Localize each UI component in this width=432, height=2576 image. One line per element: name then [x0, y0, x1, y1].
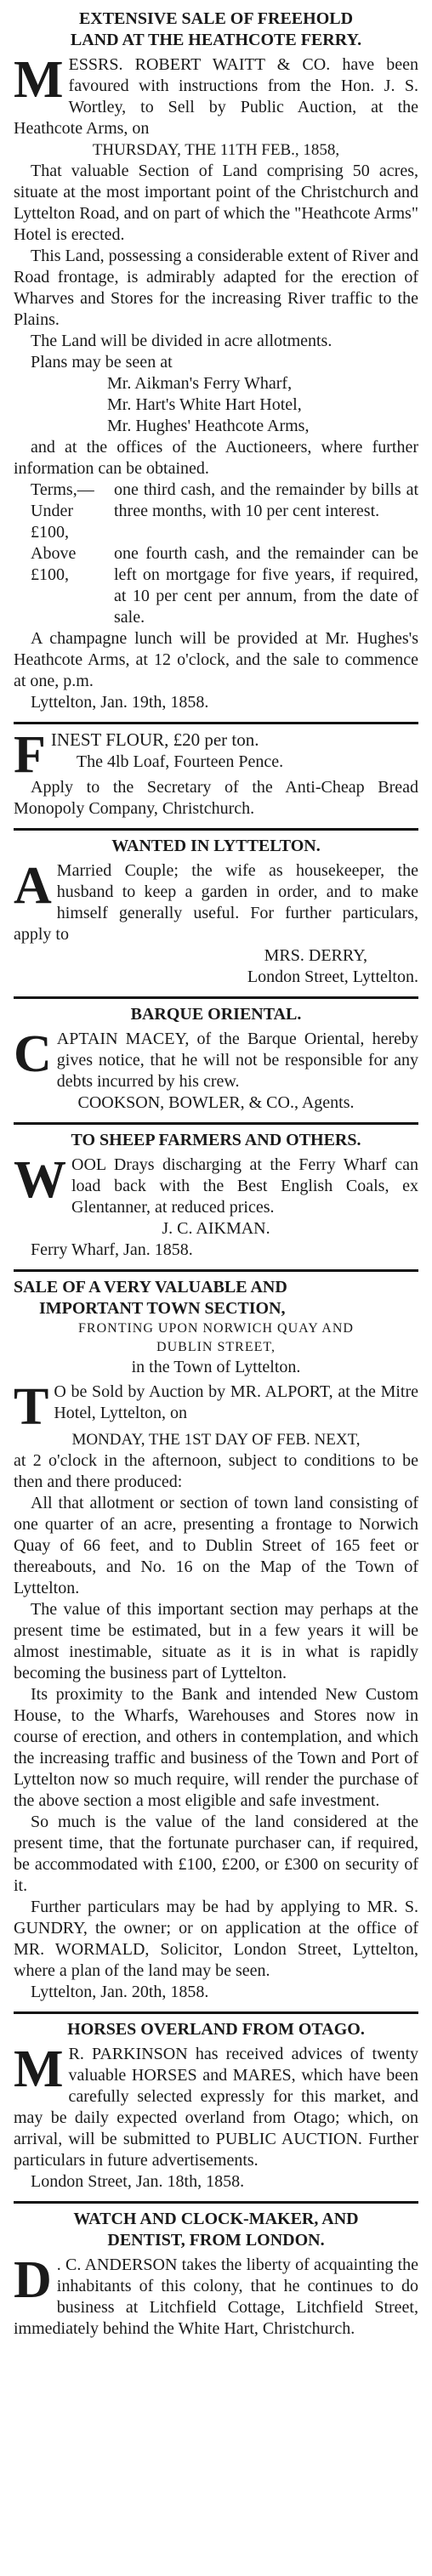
- paragraph: This Land, possessing a considerable extent of River and Road frontage, is admirably adapted for the erection of Wharves and Stores for the increasing River traffic to the Plains.: [14, 247, 418, 329]
- paragraph: The Land will be divided in acre allotments.: [31, 332, 333, 350]
- paragraph: Further particulars may be had by applying to MR. S. GUNDRY, the owner; or on application at the office of MR. WORMALD, Solicitor, London Street, Lyttelton, where a plan of the land may be seen.: [14, 1898, 418, 1980]
- terms-text: one fourth cash, and the remainder can be left on mortgage for five years, if required, at 10 per cent per annum, from the date of sale.: [114, 544, 418, 627]
- ad-headline: [14, 726, 418, 784]
- dropcap: F: [14, 726, 46, 784]
- paragraph: Apply to the Secretary of the Anti-Cheap Bread Monopoly Company, Christchurch.: [14, 778, 418, 818]
- ad-intro-text: ESSRS. ROBERT WAITT & CO. have been favoured with instructions from the Hon. J. S. Wortley, to Sell by Public Auction, at the Heathcote Arms, on: [14, 55, 418, 138]
- paragraph: So much is the value of the land considered at the present time, that the fortunate purchaser can, if required, be accommodated with £100, £200, or £300 on security of it.: [14, 1813, 418, 1895]
- agents: COOKSON, BOWLER, & CO., Agents.: [77, 1093, 355, 1112]
- paragraph: That valuable Section of Land comprising 50 acres, situate at the most important point of the Christchurch and Lyttelton Road, and on part of which the "Heathcote Arms" Hotel is erected.: [14, 162, 418, 244]
- ad-wanted-lyttelton: [14, 831, 418, 999]
- ad-body: [14, 857, 418, 945]
- ad-title: BARQUE ORIENTAL.: [130, 1005, 302, 1024]
- paragraph: All that allotment or section of town land consisting of one quarter of an acre, presenting a frontage to Norwich Quay of 66 feet, and to Dublin Street of 165 feet or thereabouts, and No. 16 on the Map of the Town of Lyttelton.: [14, 1494, 418, 1597]
- dropcap: M: [14, 2040, 64, 2098]
- paragraph: Plans may be seen at: [31, 353, 173, 372]
- ad-body-text: . C. ANDERSON takes the liberty of acquainting the inhabitants of this colony, that he continues to do business at Litchfield Cottage, Litchfield Street, immediately behind the White Hart, Christchurch.: [14, 2255, 418, 2338]
- ad-body: [14, 1025, 418, 1092]
- ad-barque-oriental: [14, 999, 418, 1125]
- dateline: Ferry Wharf, Jan. 1858.: [31, 1240, 193, 1259]
- ad-title: WANTED IN LYTTELTON.: [111, 837, 321, 855]
- ad-body: [14, 2251, 418, 2340]
- ad-finest-flour: [14, 724, 418, 831]
- dropcap: A: [14, 857, 52, 915]
- ad-body-text: R. PARKINSON has received advices of twenty valuable HORSES and MARES, which have been carefully selected expressly for this market, and may be daily expected overland from Otago; which, on arrival, will be submitted to PUBLIC AUCTION. Further particulars in future advertisements.: [14, 2045, 418, 2170]
- ad-heathcote-land-sale: [14, 3, 418, 724]
- contact-name: MRS. DERRY,: [264, 946, 367, 965]
- paragraph: and at the offices of the Auctioneers, where further information can be obtained.: [14, 438, 418, 478]
- paragraph: at 2 o'clock in the afternoon, subject to conditions to be then and there produced:: [14, 1451, 418, 1491]
- sale-date: THURSDAY, THE 11TH FEB., 1858,: [92, 141, 340, 159]
- ad-sheep-farmers: [14, 1125, 418, 1272]
- terms-label: Terms,—Under £100,: [31, 480, 94, 542]
- ad-body-text: Married Couple; the wife as housekeeper, the husband to keep a garden in order, and to make himself generally useful. For further particulars, apply to: [14, 861, 418, 944]
- sale-date: MONDAY, THE 1ST DAY OF FEB. NEXT,: [71, 1431, 361, 1449]
- dateline: Lyttelton, Jan. 20th, 1858.: [31, 1983, 209, 2001]
- signature: J. C. AIKMAN.: [162, 1219, 270, 1238]
- ad-line2: The 4lb Loaf, Fourteen Pence.: [76, 752, 284, 771]
- ad-subtitle: in the Town of Lyttelton.: [131, 1358, 301, 1376]
- paragraph: A champagne lunch will be provided at Mr. Hughes's Heathcote Arms, at 12 o'clock, and the sale to commence at one, p.m.: [14, 629, 418, 690]
- newspaper-column: [14, 0, 418, 2348]
- dropcap: M: [14, 51, 64, 109]
- ad-title-line1: SALE OF A VERY VALUABLE AND: [14, 1278, 287, 1297]
- ad-body: [14, 2040, 418, 2171]
- ad-horses-otago: [14, 2014, 418, 2204]
- ad-town-section-sale: [14, 1272, 418, 2014]
- ad-title-line2: IMPORTANT TOWN SECTION,: [39, 1299, 286, 1318]
- ad-watchmaker-dentist: [14, 2204, 418, 2348]
- contact-address: London Street, Lyttelton.: [247, 967, 418, 986]
- ad-subtitle: DUBLIN STREET,: [156, 1340, 276, 1354]
- terms-label: Above £100,: [31, 544, 77, 584]
- ad-subtitle: FRONTING UPON NORWICH QUAY AND: [78, 1321, 354, 1336]
- ad-intro-text: O be Sold by Auction by MR. ALPORT, at the Mitre Hotel, Lyttelton, on: [54, 1382, 418, 1422]
- ad-title: TO SHEEP FARMERS AND OTHERS.: [71, 1131, 361, 1149]
- plan-location: Mr. Hart's White Hart Hotel,: [107, 395, 302, 414]
- ad-line1: INEST FLOUR, £20 per ton.: [50, 729, 259, 750]
- plan-location: Mr. Aikman's Ferry Wharf,: [107, 374, 293, 393]
- ad-title-line1: WATCH AND CLOCK-MAKER, AND: [73, 2210, 359, 2228]
- dateline: London Street, Jan. 18th, 1858.: [31, 2172, 245, 2191]
- terms-table: [14, 479, 418, 628]
- paragraph: The value of this important section may perhaps at the present time be estimated, but in a few years it will be almost inestimable, situate as it is in what is rapidly becoming the business part of Lyttelton.: [14, 1600, 418, 1682]
- ad-intro: [14, 51, 418, 139]
- dropcap: D: [14, 2251, 52, 2309]
- ad-title-line2: LAND AT THE HEATHCOTE FERRY.: [70, 31, 362, 49]
- ad-body-text: APTAIN MACEY, of the Barque Oriental, hereby gives notice, that he will not be responsible for any debts incurred by his crew.: [56, 1030, 418, 1091]
- ad-body-text: OOL Drays discharging at the Ferry Wharf can load back with the Best English Coals, ex Glentanner, at reduced prices.: [71, 1155, 418, 1217]
- ad-title-line2: DENTIST, FROM LONDON.: [107, 2231, 325, 2250]
- paragraph: Its proximity to the Bank and intended New Custom House, to the Wharfs, Warehouses and Stores now in course of erection, and others in contemplation, and which the increasing traffic and business of the Town and Port of Lyttelton now so much require, will render the purchase of the above section a most eligible and safe investment.: [14, 1685, 418, 1810]
- dateline: Lyttelton, Jan. 19th, 1858.: [31, 693, 209, 712]
- dropcap: T: [14, 1378, 49, 1436]
- ad-title: HORSES OVERLAND FROM OTAGO.: [67, 2020, 365, 2039]
- plan-location: Mr. Hughes' Heathcote Arms,: [107, 417, 310, 435]
- ad-intro: [14, 1378, 418, 1436]
- terms-text: one third cash, and the remainder by bills at three months, with 10 per cent interest.: [114, 480, 418, 520]
- ad-title-line1: EXTENSIVE SALE OF FREEHOLD: [78, 9, 354, 28]
- dropcap: C: [14, 1025, 52, 1083]
- dropcap: W: [14, 1151, 66, 1209]
- ad-body: [14, 1151, 418, 1218]
